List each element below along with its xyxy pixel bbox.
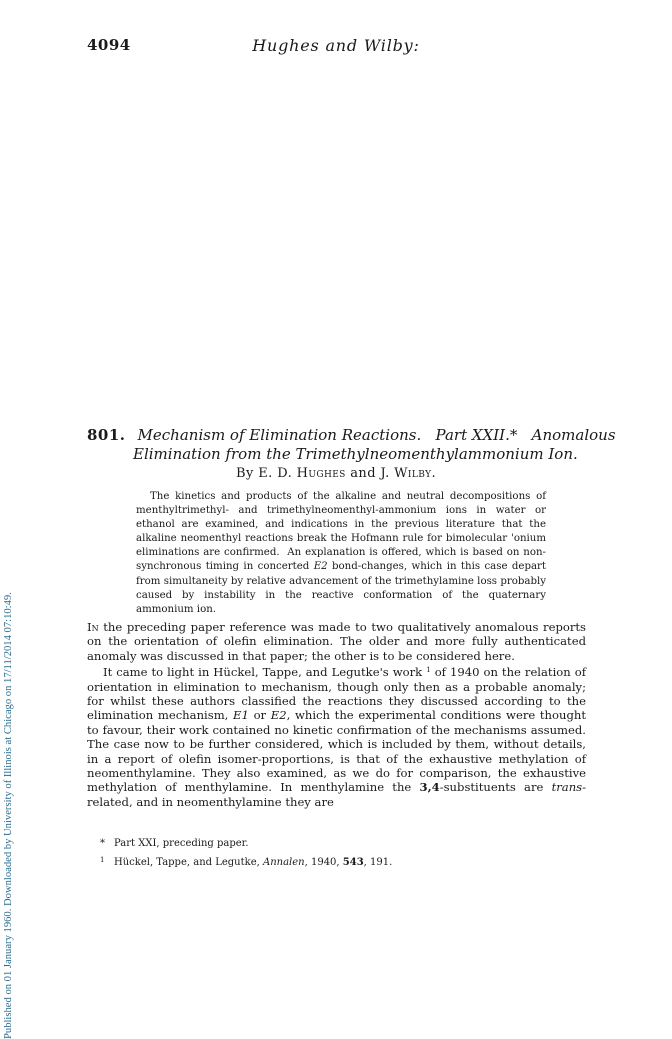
author-line [0, 466, 672, 481]
authors-and: and [350, 466, 376, 481]
word-or: or [253, 708, 267, 723]
title-line-2: Elimination from the Trimethylneomenthylammonium Ion. [133, 445, 578, 463]
reference-marker: 1 [426, 666, 431, 675]
download-stamp [2, 110, 20, 1039]
footnote-2-journal: Annalen [262, 857, 305, 868]
main-text [87, 620, 586, 809]
footnotes [100, 835, 570, 871]
paragraph-2-c: , which the experimental conditions were thought to favour, their work contained no kinetic confirmation of the mechanisms assumed. The case now to be further considered, which is included by them, without details, in a report of olefin isomer-proportions, is that of the exhaustive methylation of neomenthylamine. They also examined, as we do for comparison, the exhaustive methylation of menthylamine. In menthylamine the [87, 708, 587, 795]
article-number: 801. [87, 426, 126, 444]
paragraph-2-b: of 1940 on the relation of orientation in elimination to mechanism, though only then as a probable anomaly; for whilst these authors classified the reactions they discussed according to the elimination mechanism, [87, 665, 587, 723]
footnote-2-year: , 1940, [304, 857, 340, 868]
abstract-part-3: bond-changes, which in this case depart from simultaneity by relative advancement of the trimethylamine loss probably caused by instability in the reactive conformation of the quaternary ammonium ion. [136, 561, 546, 615]
abstract [136, 490, 546, 617]
author-2: J. Wilby. [380, 466, 436, 481]
abstract-part-2: An explanation is offered, which is based on non-synchronous timing in concerted [136, 547, 546, 573]
paragraph-1 [87, 620, 586, 663]
footnote-2-mark: 1 [100, 856, 105, 864]
paragraph-1-opening: In [87, 620, 99, 634]
running-head: Hughes and Wilby: [252, 36, 420, 55]
authors-by: By [236, 466, 254, 481]
paragraph-2 [87, 663, 586, 809]
mechanism-e1: E1 [233, 708, 249, 723]
abstract-paragraph [136, 490, 546, 617]
page-number: 4094 [87, 36, 131, 54]
article-title [87, 426, 617, 464]
footnote-2 [100, 852, 570, 871]
footnote-1 [100, 835, 570, 852]
download-stamp-text: Published on 01 January 1960. Downloaded by University of Illinois at Chicago on 17/11/2014 07:10:49. [3, 592, 14, 1039]
footnote-2-page: , 191. [363, 857, 393, 868]
paragraph-2-a: It came to light in Hückel, Tappe, and Legutke's work [103, 665, 423, 680]
footnote-2-authors: Hückel, Tappe, and Legutke, [114, 857, 260, 868]
trans-term: trans [551, 780, 583, 795]
title-line-1 [87, 426, 617, 445]
paragraph-1-text: the preceding paper reference was made to two qualitatively anomalous reports on the orientation of olefin elimination. The older and more fully authenticated anomaly was discussed in that paper; the other is to be considered here. [87, 620, 586, 663]
paragraph-2-e: -related, and in neomenthylamine they are [87, 780, 587, 809]
paragraph-2-d: -substituents are [439, 780, 544, 795]
abstract-part-1: The kinetics and products of the alkaline and neutral decompositions of menthyltrimethyl- and trimethylneomenthyl-ammonium ions in water or ethanol are examined, and indications in the previous literature that the alkaline neomenthyl reactions break the Hofmann rule for bimolecular 'onium eliminations are confirmed. [136, 491, 546, 559]
footnote-2-volume: 543 [342, 857, 364, 868]
title-text-1: Mechanism of Elimination Reactions. Part XXII.* Anomalous [137, 426, 616, 444]
footnote-1-text: Part XXI, preceding paper. [114, 838, 249, 849]
mechanism-e2: E2 [270, 708, 287, 723]
footnote-1-mark: * [100, 838, 105, 849]
abstract-e2: E2 [313, 561, 328, 573]
author-1: E. D. Hughes [258, 466, 346, 481]
substituent-positions: 3,4 [419, 780, 440, 795]
